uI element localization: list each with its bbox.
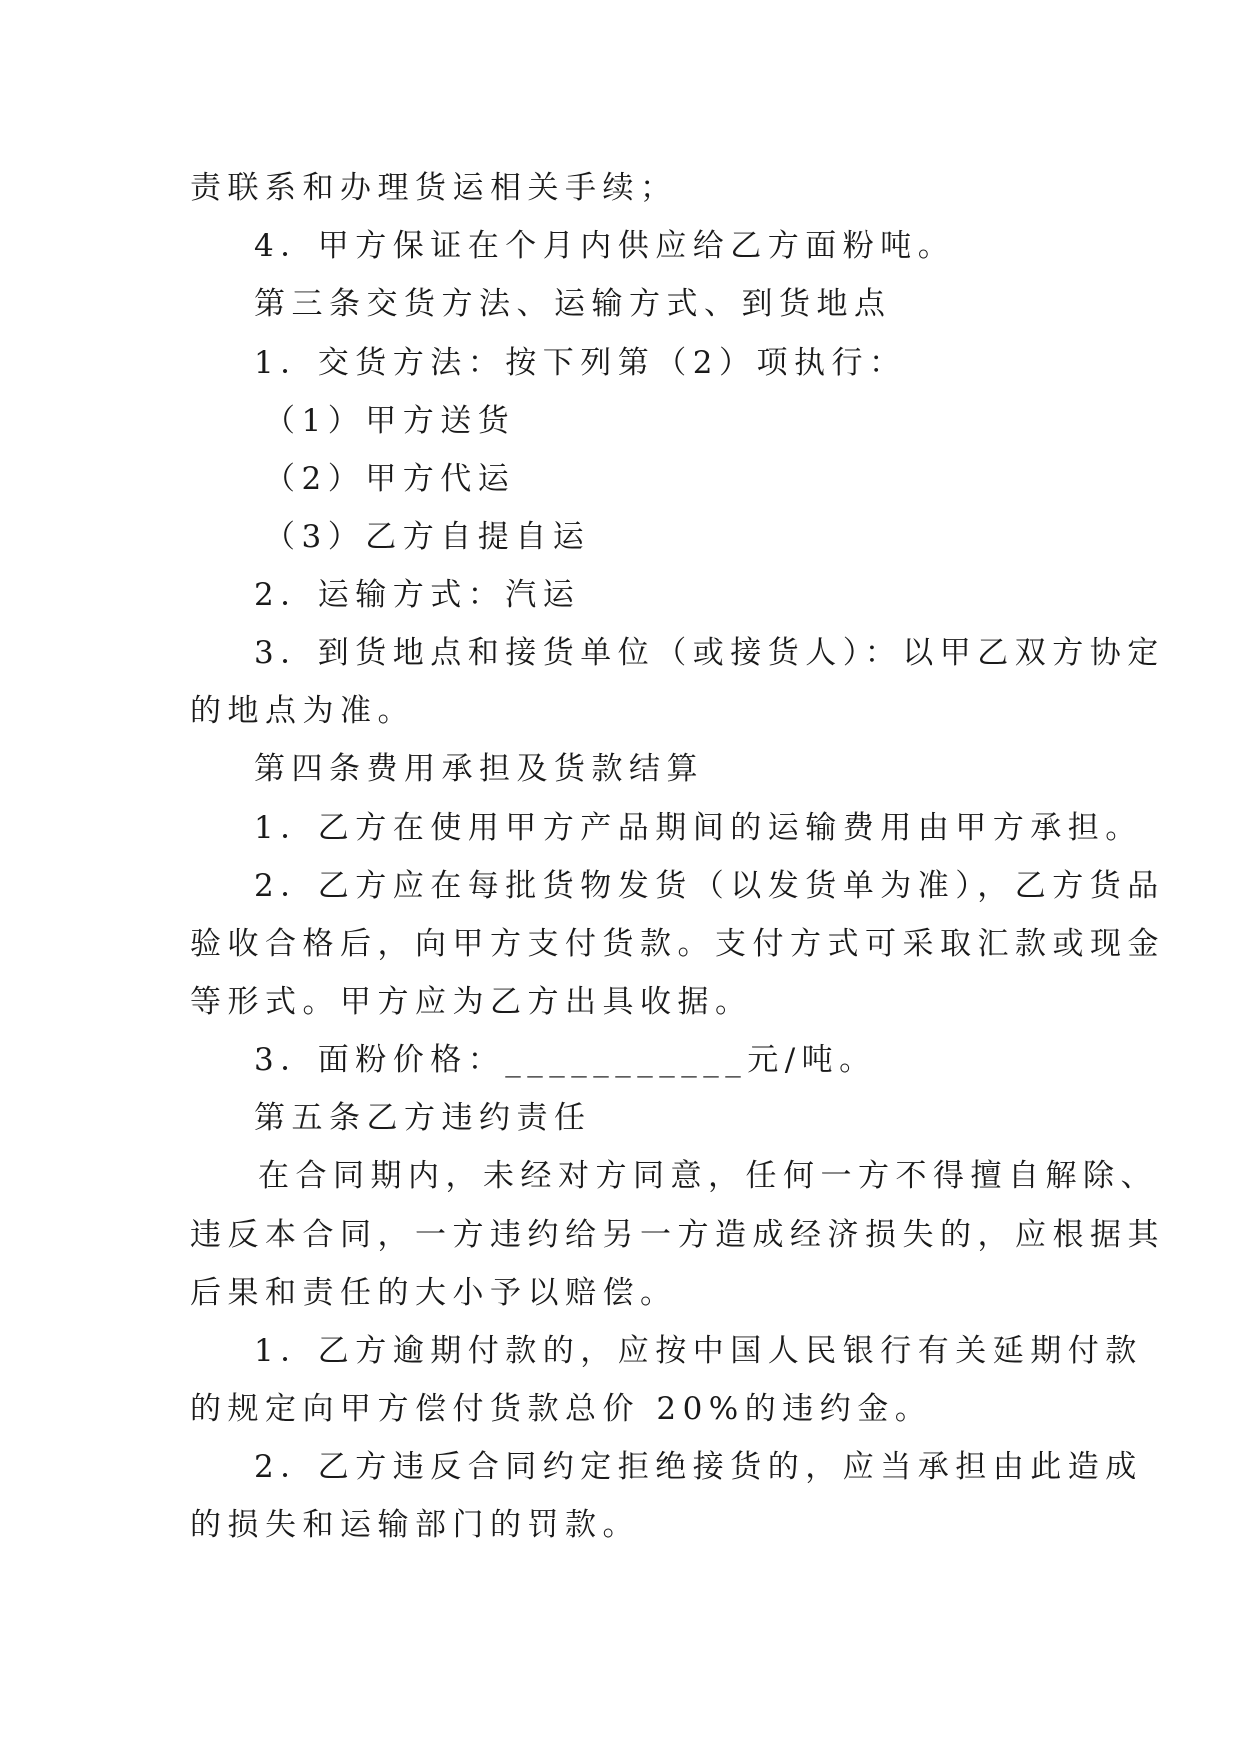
list-item: （1）甲方送货 bbox=[264, 403, 516, 439]
text-line: 违反本合同，一方违约给另一方造成经济损失的，应根据其 bbox=[190, 1217, 1165, 1253]
list-item: （2）甲方代运 bbox=[264, 461, 516, 497]
text-line: 3．到货地点和接货单位（或接货人）：以甲乙双方协定 bbox=[254, 635, 1165, 671]
list-item: （3）乙方自提自运 bbox=[264, 519, 591, 555]
text-line: 等形式。甲方应为乙方出具收据。 bbox=[190, 984, 753, 1020]
section-heading: 第五条乙方违约责任 bbox=[254, 1100, 592, 1136]
text-line: 验收合格后，向甲方支付货款。支付方式可采取汇款或现金 bbox=[190, 926, 1165, 962]
text-line: 2．乙方应在每批货物发货（以发货单为准），乙方货品 bbox=[254, 868, 1165, 904]
text-line: 后果和责任的大小予以赔偿。 bbox=[190, 1275, 678, 1311]
text-line: 的规定向甲方偿付货款总价 20%的违约金。 bbox=[190, 1391, 933, 1427]
text-line: 4．甲方保证在个月内供应给乙方面粉吨。 bbox=[254, 228, 956, 264]
text-line: 的损失和运输部门的罚款。 bbox=[190, 1507, 640, 1543]
text-line: 1．乙方逾期付款的，应按中国人民银行有关延期付款 bbox=[254, 1333, 1143, 1369]
text-line: 的地点为准。 bbox=[190, 693, 415, 729]
text-line: 2．乙方违反合同约定拒绝接货的，应当承担由此造成 bbox=[254, 1449, 1143, 1485]
text-line: 2．运输方式：汽运 bbox=[254, 577, 581, 613]
text-line: 1．乙方在使用甲方产品期间的运输费用由甲方承担。 bbox=[254, 810, 1143, 846]
text-line: 1．交货方法：按下列第（2）项执行： bbox=[254, 345, 907, 381]
text-line: 在合同期内，未经对方同意，任何一方不得擅自解除、 bbox=[258, 1158, 1158, 1194]
text-line: 3．面粉价格：___________元/吨。 bbox=[254, 1042, 877, 1078]
section-heading: 第四条费用承担及货款结算 bbox=[254, 751, 704, 787]
section-heading: 第三条交货方法、运输方式、到货地点 bbox=[254, 286, 892, 322]
text-line: 责联系和办理货运相关手续； bbox=[190, 170, 678, 206]
